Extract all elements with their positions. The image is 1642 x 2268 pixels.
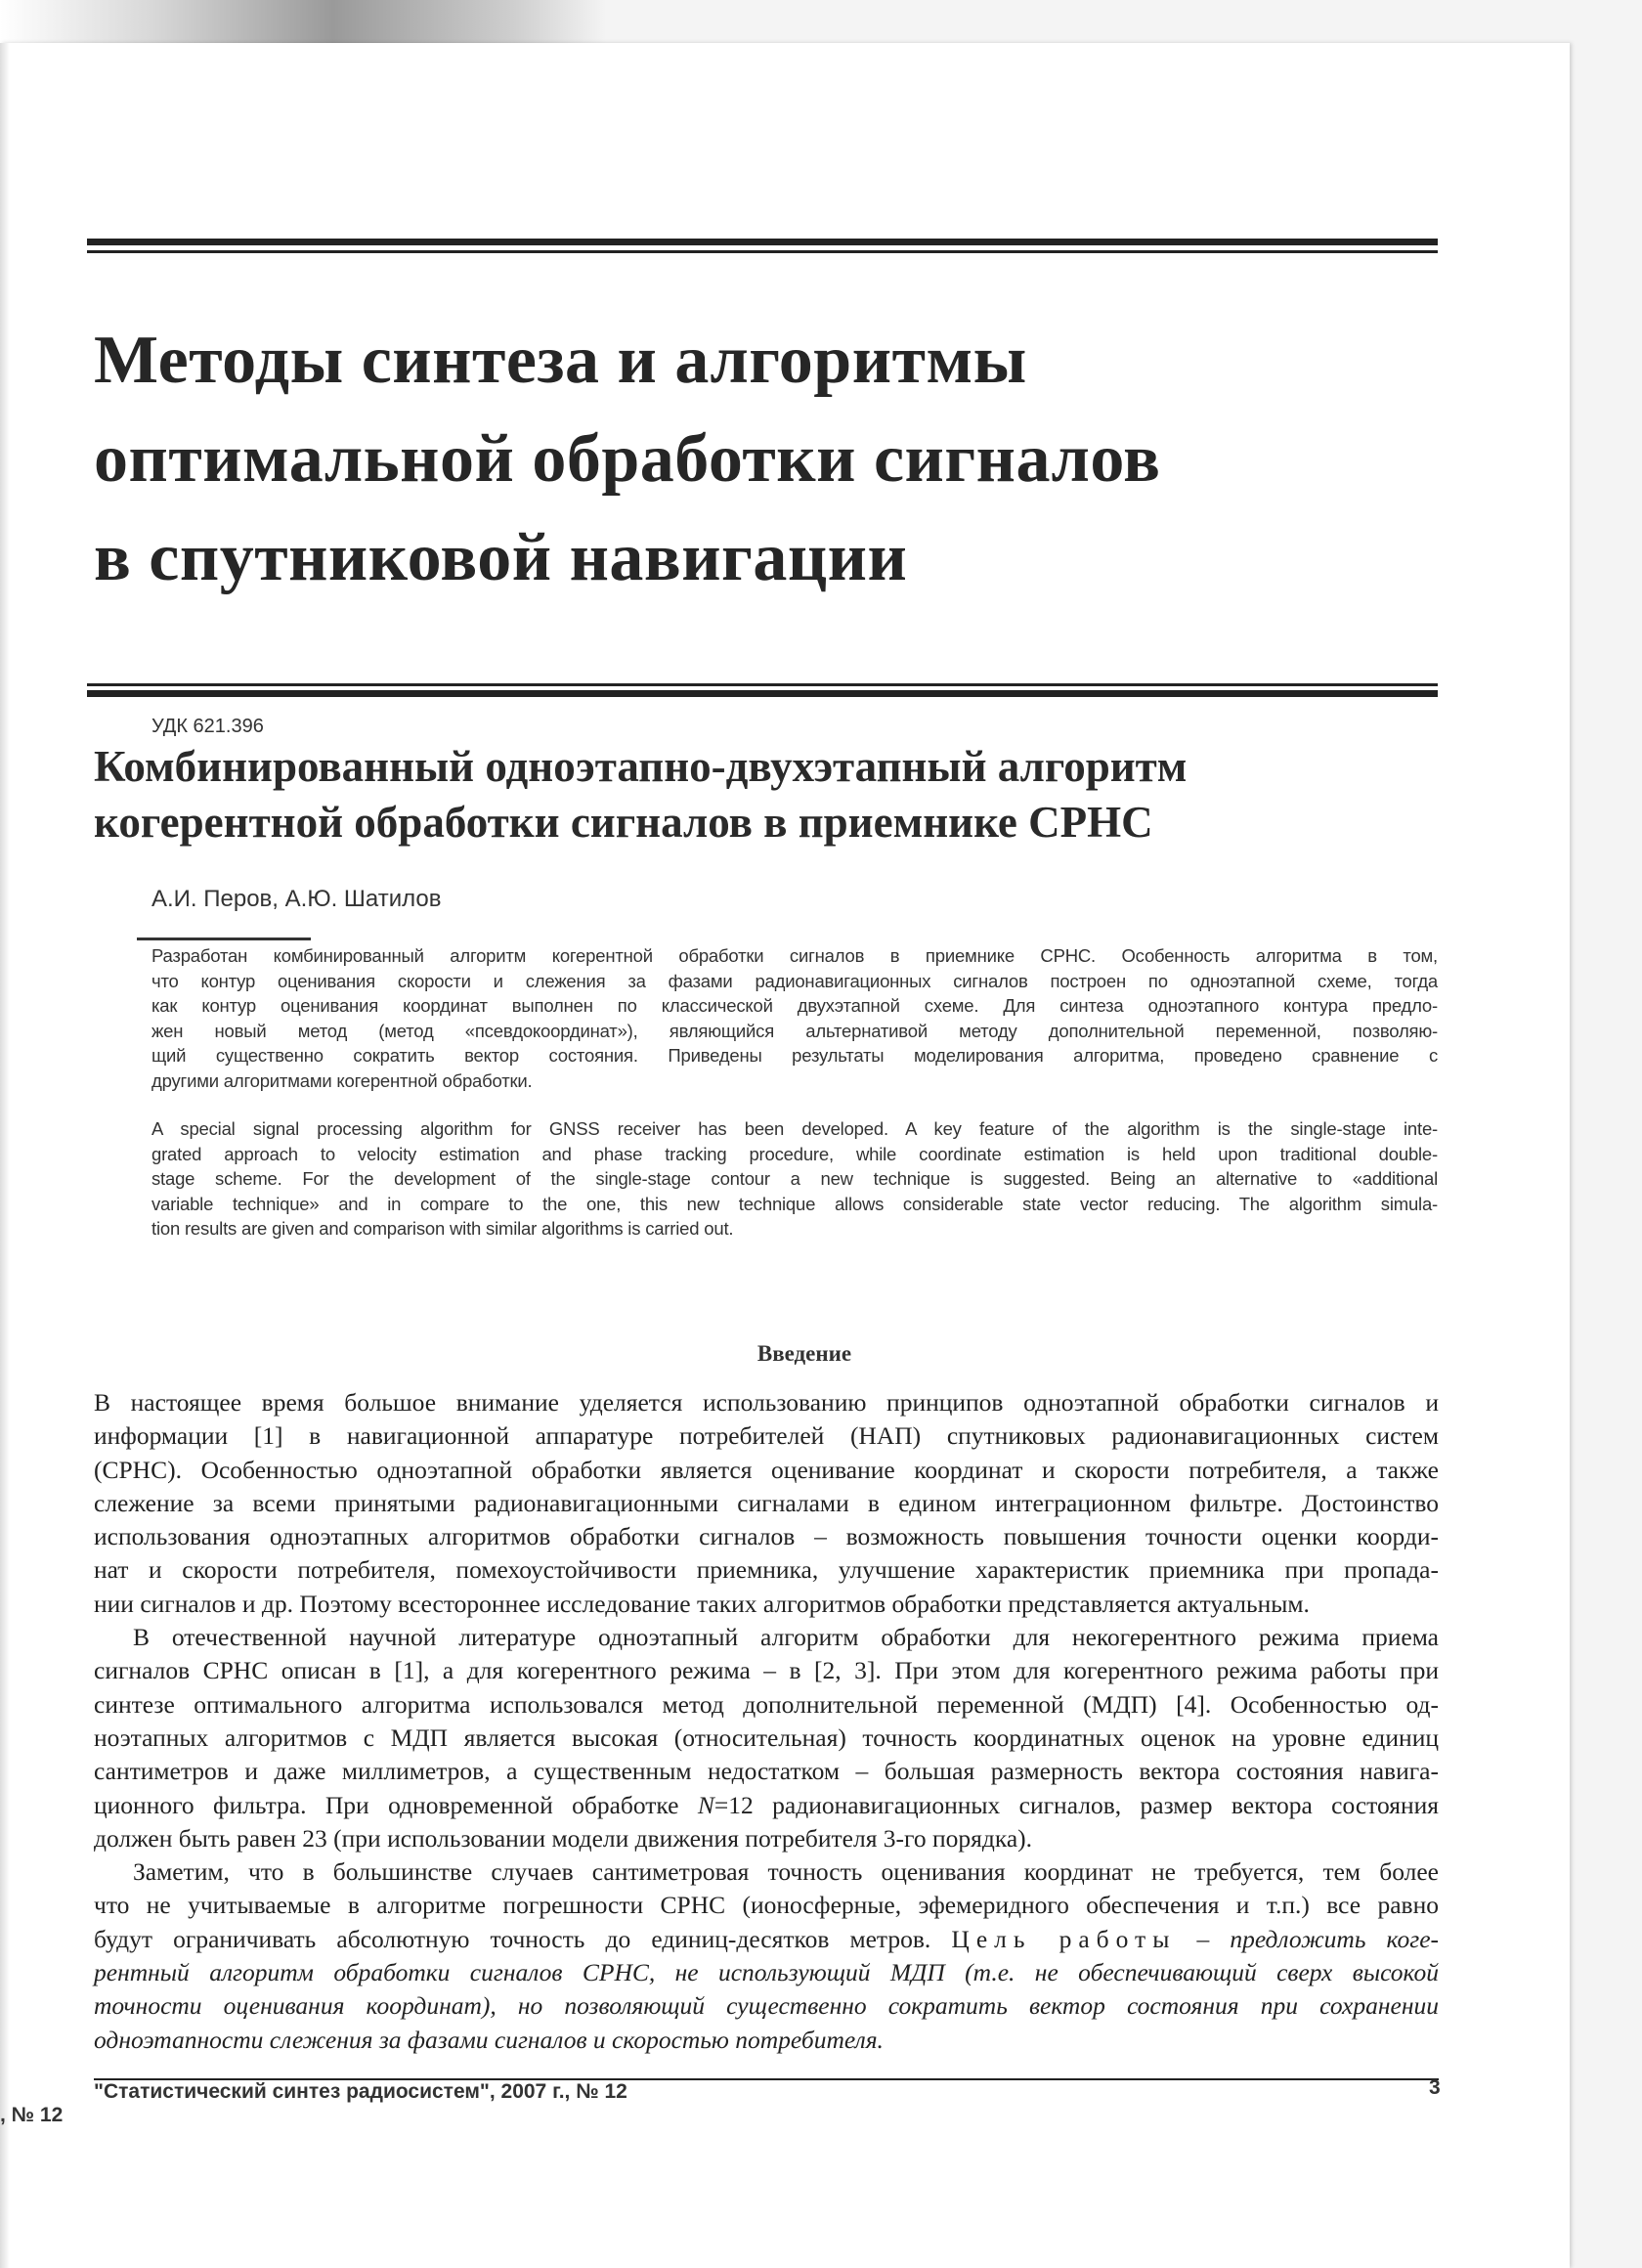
text-segment: нат и скорости потребителя, помехоустойчивости приемника, улучшение характеристик приемника при пропада-	[94, 1555, 1439, 1585]
text-segment: В настоящее время большое внимание уделяется использованию принципов одноэтапной обработки сигналов и	[94, 1388, 1439, 1417]
text-segment: ционного фильтра. При одновременной обработке	[94, 1790, 698, 1819]
italic-text: одноэтапности слежения за фазами сигналов и скоростью потребителя.	[94, 2025, 884, 2054]
abstract-en-line: tion results are given and comparison with similar algorithms is carried out.	[151, 1218, 734, 1240]
journal-footer: "Статистический синтез радиосистем", 2007 г., № 12	[94, 2080, 627, 2103]
text-line	[94, 1419, 1439, 1453]
text-line	[94, 1654, 1439, 1687]
abstract-en-line: variable technique» and in compare to the one, this new technique allows considerable state vector reducing. The algorithm simula-	[151, 1193, 1438, 1214]
text-line	[94, 1822, 1439, 1855]
text-line	[94, 1520, 1439, 1553]
text-segment: ноэтапных алгоритмов с МДП является высокая (относительная) точность координатных оценок на уровне единиц	[94, 1723, 1439, 1752]
text-segment: слежение за всеми принятыми радионавигационными сигналами в едином интеграционном фильтре. Достоинство	[94, 1488, 1439, 1517]
text-line	[94, 1487, 1439, 1520]
emphasis-spaced: Цель работы	[951, 1924, 1177, 1953]
abstract-ru-line: другими алгоритмами когерентной обработки.	[151, 1069, 533, 1091]
authors: А.И. Перов, А.Ю. Шатилов	[151, 886, 442, 912]
udk-code: УДК 621.396	[151, 716, 264, 737]
text-line	[94, 1956, 1439, 1989]
text-line	[94, 1588, 1439, 1621]
text-line	[94, 1454, 1439, 1487]
paragraph	[94, 1621, 1439, 1855]
abstract-ru-line: Разработан комбинированный алгоритм когерентной обработки сигналов в приемнике СРНС. Особенность алгоритма в том,	[151, 945, 1438, 966]
text-line	[94, 1855, 1439, 1889]
text-line	[94, 1386, 1439, 1419]
article-title-line: Комбинированный одноэтапно-двухэтапный алгоритм	[94, 742, 1188, 791]
abstract-ru-line: жен новый метод (метод «псевдокоординат»), являющийся альтернативой методу дополнительной переменной, позволяю-	[151, 1020, 1438, 1041]
text-line	[94, 1621, 1439, 1654]
text-segment: информации [1] в навигационной аппаратуре потребителей (НАП) спутниковых радионавигационных систем	[94, 1421, 1439, 1451]
text-segment: использования одноэтапных алгоритмов обработки сигналов – возможность повышения точности оценки коорди-	[94, 1522, 1439, 1551]
text-line	[94, 1789, 1439, 1822]
abstract-ru-line: как контур оценивания координат выполнен по классической двухэтапной схеме. Для синтеза одноэтапного контура предло-	[151, 995, 1438, 1017]
page-edge	[0, 43, 10, 2268]
paragraph	[94, 1386, 1439, 1621]
text-line	[94, 1889, 1439, 1922]
abstract-en-line: A special signal processing algorithm for GNSS receiver has been developed. A key feature of the algorithm is the single-stage inte-	[151, 1118, 1438, 1139]
text-segment: Заметим, что в большинстве случаев сантиметровая точность оценивания координат не требуется, тем более	[133, 1857, 1439, 1887]
top-rule-thick	[87, 239, 1438, 245]
text-segment: (СРНС). Особенностью одноэтапной обработки является оценивание координат и скорости потребителя, а также	[94, 1455, 1439, 1484]
text-segment: будут ограничивать абсолютную точность до единиц-десятков метров.	[94, 1924, 952, 1953]
section-heading-introduction: Введение	[756, 1341, 852, 1366]
main-title-line: в спутниковой навигации	[94, 520, 908, 595]
italic-text: точности оценивания координат), но позволяющий существенно сократить вектор состояния при сохранении	[94, 1991, 1439, 2021]
text-line	[94, 1755, 1439, 1788]
abstract-ru	[151, 943, 1438, 1094]
text-segment: В отечественной научной литературе одноэтапный алгоритм обработки для некогерентного режима приема	[133, 1623, 1439, 1652]
top-rule-thin	[87, 250, 1438, 253]
abstract-ru-line: что контур оценивания скорости и слежения за фазами радионавигационных сигналов построен по одноэтапной схеме, тогда	[151, 970, 1438, 991]
text-line	[94, 1923, 1439, 1956]
abstract-en-line: grated approach to velocity estimation and phase tracking procedure, while coordinate estimation is held upon traditional double-	[151, 1143, 1438, 1164]
text-line	[94, 2024, 1439, 2057]
main-title	[94, 311, 1160, 607]
abstract-en-line: stage scheme. For the development of the single-stage contour a new technique is suggested. Being an alternative to «additional	[151, 1168, 1438, 1190]
italic-text: предложить коге-	[1230, 1924, 1439, 1953]
text-line	[94, 1688, 1439, 1722]
text-segment: синтезе оптимального алгоритма использовался метод дополнительной переменной (МДП) [4]. Особенностью од-	[94, 1689, 1439, 1719]
italic-text: рентный алгоритм обработки сигналов СРНС, не использующий МДП (т.е. не обеспечивающий сверх высокой	[94, 1958, 1439, 1987]
section-rule-thick	[87, 690, 1438, 697]
article-title-line: когерентной обработки сигналов в приемнике СРНС	[94, 798, 1153, 847]
scan-shadow	[0, 0, 606, 45]
italic-text: N	[697, 1790, 714, 1819]
text-segment: сигналов СРНС описан в [1], а для когерентного режима – в [2, 3]. При этом для когерентного режима работы при	[94, 1656, 1439, 1685]
text-segment: сантиметров и даже миллиметров, а существенным недостатком – большая размерность вектора состояния навига-	[94, 1757, 1439, 1786]
text-line	[94, 1553, 1439, 1587]
main-title-line: оптимальной обработки сигналов	[94, 421, 1161, 497]
abstract-ru-line: щий существенно сократить вектор состояния. Приведены результаты моделирования алгоритма, проведено сравнение с	[151, 1045, 1438, 1067]
authors-rule	[137, 938, 311, 940]
paragraph	[94, 1855, 1439, 2057]
text-segment: –	[1176, 1924, 1231, 1953]
article-title	[94, 739, 1187, 850]
previous-page-footer: , № 12	[0, 2104, 64, 2126]
text-segment: нии сигналов и др. Поэтому всестороннее исследование таких алгоритмов обработки представляется актуальным.	[94, 1589, 1310, 1618]
main-title-line: Методы синтеза и алгоритмы	[94, 323, 1027, 398]
body-text	[94, 1386, 1439, 2057]
section-rule-thin	[87, 683, 1438, 686]
text-segment: что не учитываемые в алгоритме погрешности СРНС (ионосферные, эфемеридного обеспечения и т.п.) все равно	[94, 1891, 1439, 1920]
text-segment: должен быть равен 23 (при использовании модели движения потребителя 3-го порядка).	[94, 1823, 1033, 1853]
abstract-en	[151, 1116, 1438, 1242]
text-line	[94, 1989, 1439, 2023]
page-number: 3	[1429, 2076, 1441, 2099]
text-segment: =12 радионавигационных сигналов, размер вектора состояния	[713, 1790, 1439, 1819]
text-line	[94, 1722, 1439, 1755]
